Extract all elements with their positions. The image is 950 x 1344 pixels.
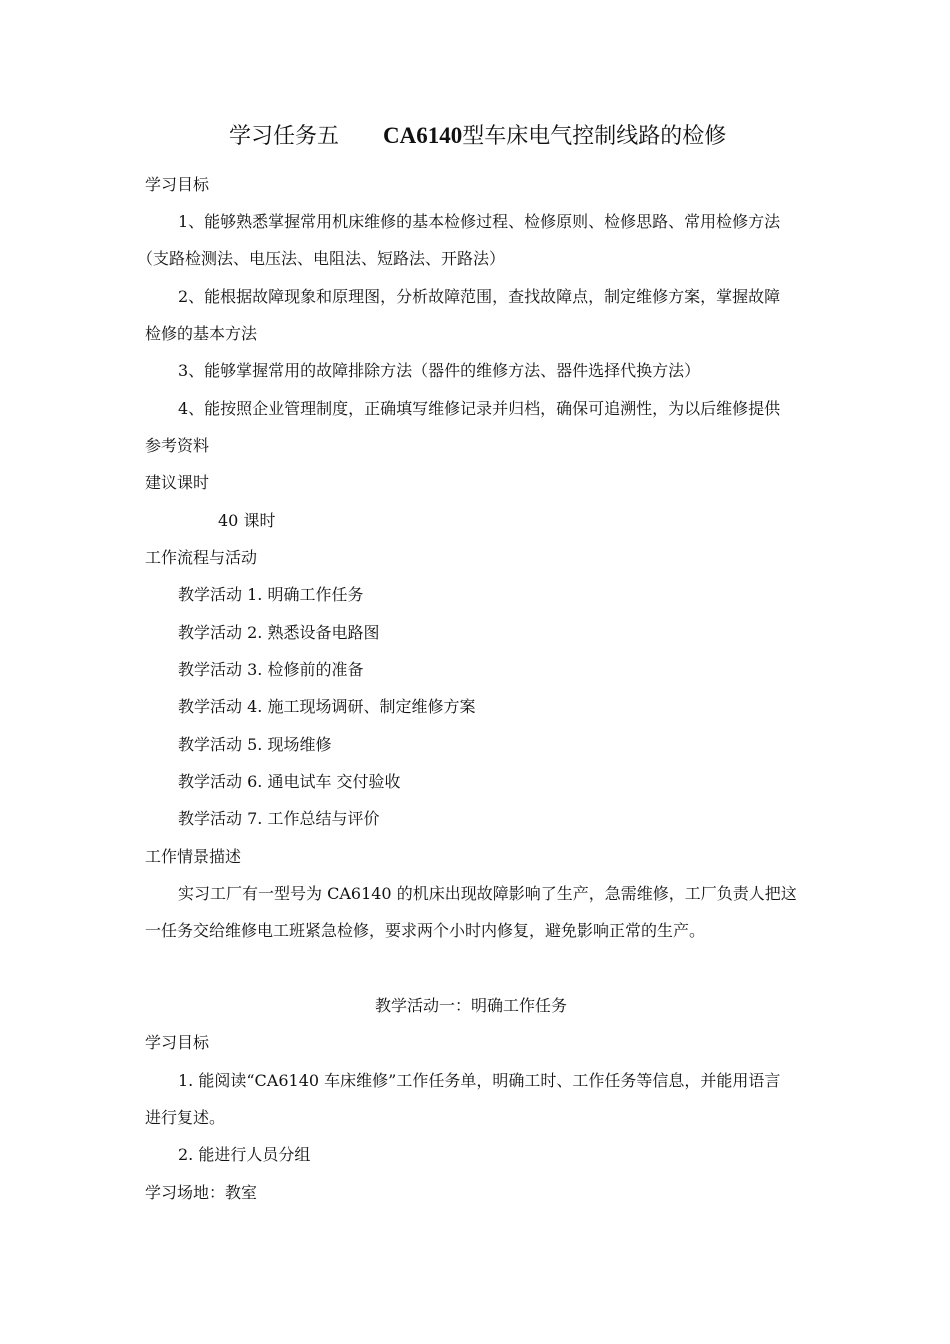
hours-value: 40 课时 [218,511,276,530]
section-heading-scenario: 工作情景描述 [145,847,242,866]
activity-item: 教学活动 5. 现场维修 [178,735,332,754]
goal-4-line-1: 4、能按照企业管理制度，正确填写维修记录并归档，确保可追溯性，为以后维修提供 [178,399,781,418]
title-part3: 型车床电气控制线路的检修 [462,124,727,149]
activity-item: 教学活动 3. 检修前的准备 [178,660,364,679]
scenario-line-2: 一任务交给维修电工班紧急检修，要求两个小时内修复，避免影响正常的生产。 [145,921,706,940]
activity1-goal-1-line-1: 1. 能阅读“CA6140 车床维修”工作任务单，明确工时、工作任务等信息，并能用语言 [178,1071,781,1090]
section-heading-workflow: 工作流程与活动 [145,548,258,567]
goal-4-line-2: 参考资料 [145,436,210,455]
goal-1-line-1: 1、能够熟悉掌握常用机床维修的基本检修过程、检修原则、检修思路、常用检修方法 [178,212,781,231]
scenario-line-1: 实习工厂有一型号为 CA6140 的机床出现故障影响了生产，急需维修，工厂负责人把这 [178,884,797,903]
activity1-venue: 学习场地：教室 [145,1183,258,1202]
goal-3: 3、能够掌握常用的故障排除方法（器件的维修方法、器件选择代换方法） [178,361,701,380]
activity1-goals-heading: 学习目标 [145,1033,210,1052]
section-heading-goals: 学习目标 [145,175,210,194]
activity1-goal-1-line-2: 进行复述。 [145,1108,226,1127]
activity-item: 教学活动 4. 施工现场调研、制定维修方案 [178,697,476,716]
goal-2-line-1: 2、能根据故障现象和原理图，分析故障范围，查找故障点，制定维修方案，掌握故障 [178,287,781,306]
activity-item: 教学活动 7. 工作总结与评价 [178,809,380,828]
document-title [229,121,726,152]
activity-item: 教学活动 6. 通电试车 交付验收 [178,772,401,791]
goal-1-line-2: （支路检测法、电压法、电阻法、短路法、开路法） [137,249,506,268]
activity-item: 教学活动 1. 明确工作任务 [178,585,364,604]
activity1-heading: 教学活动一：明确工作任务 [375,996,568,1015]
title-part1: 学习任务五 [229,124,340,149]
section-heading-hours: 建议课时 [145,473,210,492]
title-model: CA6140 [383,123,463,148]
activity1-goal-2: 2. 能进行人员分组 [178,1145,311,1164]
goal-2-line-2: 检修的基本方法 [145,324,258,343]
activity-item: 教学活动 2. 熟悉设备电路图 [178,623,380,642]
